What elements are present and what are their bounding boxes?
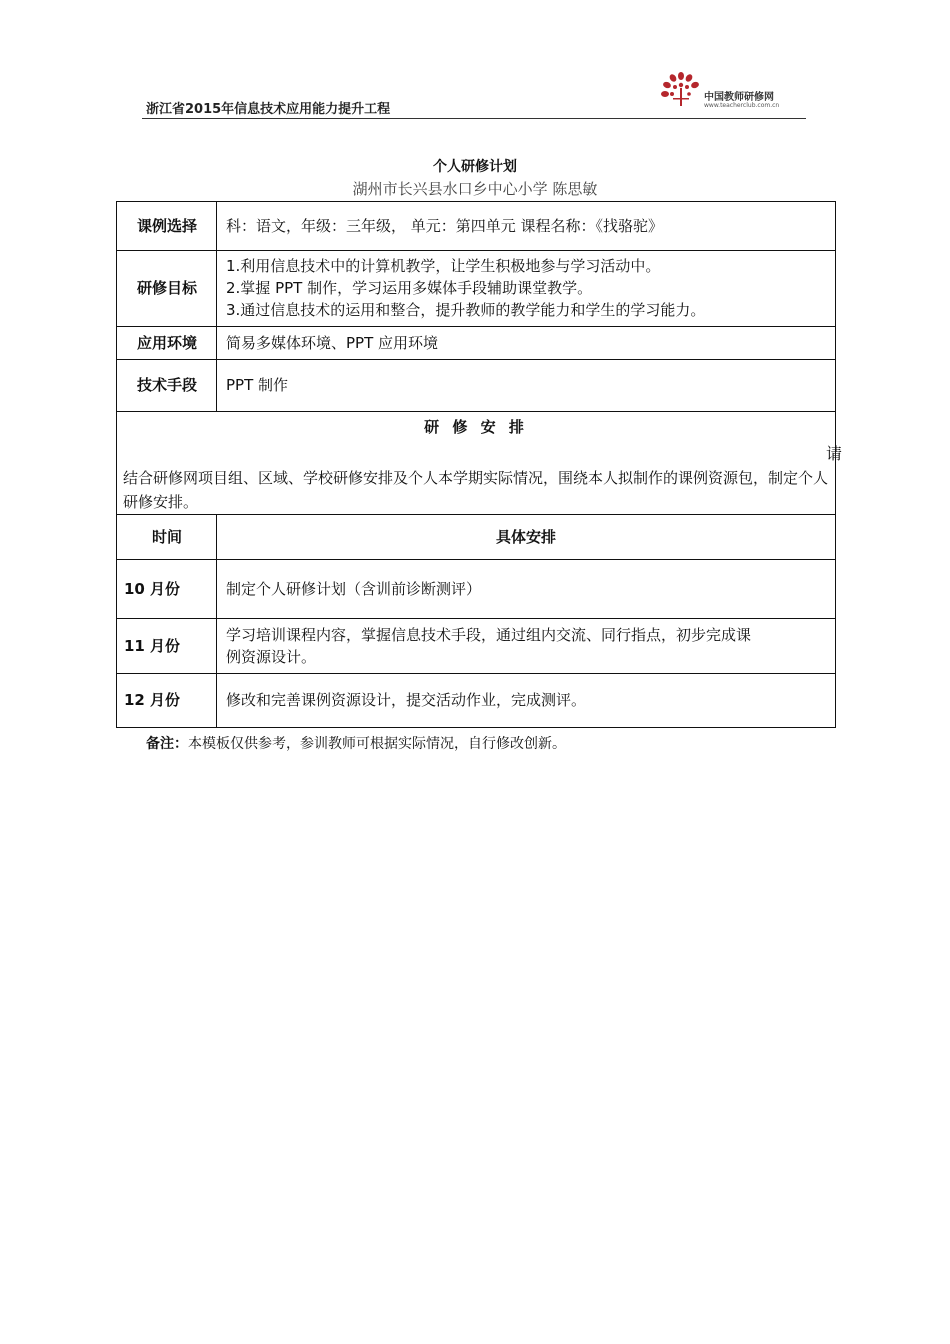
header-time: 时间 <box>151 528 182 546</box>
content-line: 修改和完善课例资源设计，提交活动作业，完成测评。 <box>226 691 587 709</box>
table-border <box>117 727 836 728</box>
footnote <box>146 733 566 753</box>
table-border <box>117 514 836 515</box>
content-line: 简易多媒体环境、PPT 应用环境 <box>226 333 439 352</box>
logo-flower-icon <box>658 68 704 114</box>
logo-url: www.teacherclub.com.cn <box>704 102 780 109</box>
content-line: 2.掌握 PPT 制作，学习运用多媒体手段辅助课堂教学。 <box>226 279 593 297</box>
row-content-environment <box>217 326 835 359</box>
footnote-text: 本模板仅供参考，参训教师可根据实际情况，自行修改创新。 <box>188 736 566 752</box>
header-divider <box>142 118 806 119</box>
content-line: 制定个人研修计划（含训前诊断测评） <box>226 579 482 598</box>
schedule-detail-oct <box>217 559 835 618</box>
content-line: 科：语文，年级：三年级， 单元：第四单元 课程名称：《找骆驼》 <box>226 216 664 235</box>
author-line: 湖州市长兴县水口乡中心小学 陈思敏 <box>352 180 598 198</box>
header-detail: 具体安排 <box>495 528 556 546</box>
schedule-time-nov: 11 月份 <box>123 636 181 655</box>
table-border <box>216 514 217 728</box>
teacherclub-logo <box>658 68 808 116</box>
content-line: 学习培训课程内容，掌握信息技术手段，通过组内交流、同行指点，初步完成课 <box>226 625 752 644</box>
row-label-technique: 技术手段 <box>136 376 197 394</box>
overflow-character: 请 <box>826 444 843 463</box>
table-border <box>835 201 836 728</box>
logo-name: 中国教师研修网 <box>704 92 774 103</box>
schedule-time-oct: 10 月份 <box>123 579 181 598</box>
content-line: 例资源设计。 <box>226 647 317 666</box>
table-border <box>117 618 836 619</box>
row-content-goals <box>217 250 835 326</box>
content-line: 1.利用信息技术中的计算机教学，让学生积极地参与学习活动中。 <box>226 257 661 275</box>
table-border <box>117 201 836 202</box>
project-title: 浙江省2015年信息技术应用能力提升工程 <box>146 102 391 117</box>
content-line: 3.通过信息技术的运用和整合，提升教师的教学能力和学生的学习能力。 <box>226 301 706 319</box>
table-border <box>117 326 836 327</box>
table-border <box>116 201 117 728</box>
schedule-detail-nov <box>217 618 835 673</box>
document-title: 个人研修计划 <box>433 159 517 175</box>
schedule-detail-dec <box>217 673 835 727</box>
row-label-environment: 应用环境 <box>136 333 197 352</box>
table-border <box>117 559 836 560</box>
row-label-lesson: 课例选择 <box>136 216 197 235</box>
footnote-label: 备注： <box>146 736 188 752</box>
schedule-time-dec: 12 月份 <box>123 691 181 709</box>
content-line: PPT 制作 <box>226 376 289 394</box>
row-content-lesson <box>217 201 835 250</box>
arrangement-heading: 研 修 安 排 <box>424 418 528 436</box>
table-border <box>216 201 217 411</box>
table-border <box>117 673 836 674</box>
row-content-technique <box>217 359 835 411</box>
row-label-goals: 研修目标 <box>136 279 197 297</box>
table-border <box>117 359 836 360</box>
table-border <box>117 411 836 412</box>
arrangement-description: 结合研修网项目组、区域、学校研修安排及个人本学期实际情况，围绕本人拟制作的课例资源包，制定个人研修安排。 <box>123 469 829 511</box>
table-border <box>117 250 836 251</box>
